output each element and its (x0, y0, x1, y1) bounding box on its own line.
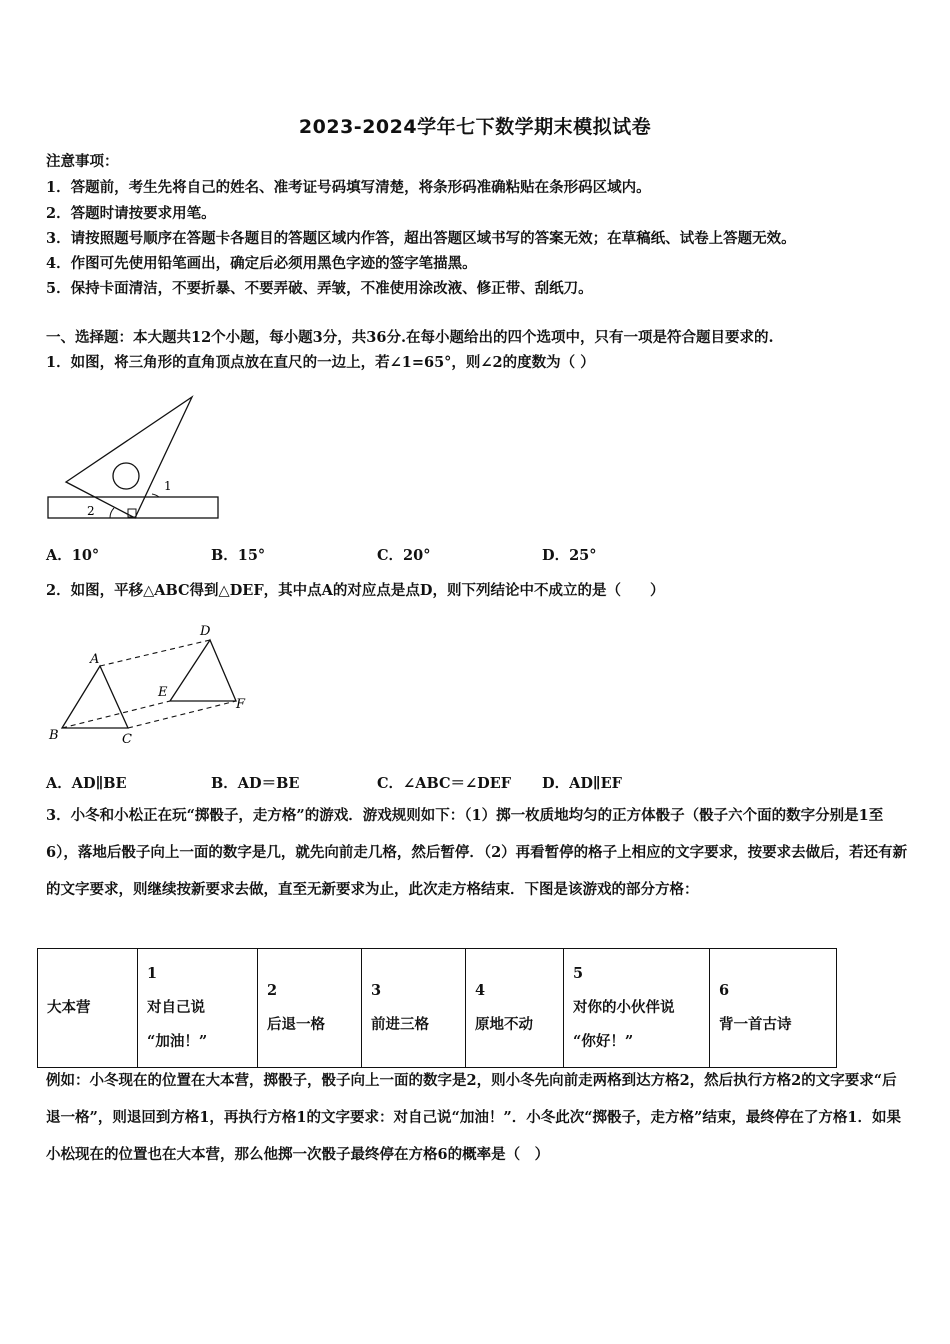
notice-item-3: 3．请按照题号顺序在答题卡各题目的答题区域内作答，超出答题区域书写的答案无效；在草稿纸、试卷上答题无效。 (46, 230, 796, 247)
point-a-label: A (90, 652, 100, 667)
game-cell-5 (564, 949, 710, 1068)
point-f-label: F (236, 697, 246, 712)
point-b-label: B (49, 728, 59, 743)
game-cell-number: 2 (267, 982, 278, 999)
game-cell-text: “加油！” (147, 1033, 208, 1050)
game-cell-1 (138, 949, 258, 1068)
question-1-option-a[interactable]: A．10° (46, 547, 100, 564)
game-cell-2 (258, 949, 362, 1068)
segment-ad (100, 640, 210, 666)
question-2-option-b[interactable]: B．AD＝BE (211, 775, 300, 792)
game-cell-3 (362, 949, 466, 1068)
question-2-option-d[interactable]: D．AD∥EF (542, 775, 622, 792)
question-1-option-c[interactable]: C．20° (377, 547, 431, 564)
set-square (66, 397, 192, 518)
notice-item-1: 1．答题前，考生先将自己的姓名、准考证号码填写清楚，将条形码准确粘贴在条形码区域内。 (46, 179, 651, 196)
point-d-label: D (200, 624, 211, 639)
game-cell-text: “你好！” (573, 1033, 634, 1050)
question-2-option-a[interactable]: A．AD∥BE (46, 775, 127, 792)
game-cell-4 (466, 949, 564, 1068)
angle-2-arc (110, 508, 114, 518)
question-1-stem: 1．如图，将三角形的直角顶点放在直尺的一边上，若∠1=65°，则∠2的度数为（ ） (46, 354, 595, 371)
game-cell-number: 1 (147, 965, 158, 982)
game-cell-number: 6 (719, 982, 730, 999)
question-1-option-b[interactable]: B．15° (211, 547, 266, 564)
point-c-label: C (122, 732, 132, 747)
set-square-hole (113, 463, 139, 489)
game-board-table (37, 948, 837, 1068)
section-heading: 一、选择题：本大题共12个小题，每小题3分，共36分.在每小题给出的四个选项中，只有一项是符合题目要求的. (46, 329, 774, 346)
question-3-stem: 3．小冬和小松正在玩“掷骰子，走方格”的游戏．游戏规则如下：（1）掷一枚质地均匀的正方体骰子（骰子六个面的数字分别是1至6），落地后骰子向上一面的数字是几，就先向前走几格，然后暂停．（2）再看暂停的格子上相应的文字要求，按要求去做后，若还有新的文字要求，则继续按新要求去做，直至无新要求为止，此次走方格结束．下图是该游戏的部分方格： (46, 807, 908, 898)
question-2-stem: 2．如图，平移△ABC得到△DEF，其中点A的对应点是点D，则下列结论中不成立的是（ ） (46, 582, 665, 599)
angle-2-label: 2 (87, 504, 95, 518)
notice-heading: 注意事项： (46, 153, 119, 170)
game-cell-text: 原地不动 (475, 1016, 533, 1033)
point-e-label: E (158, 685, 168, 700)
game-cell-number: 4 (475, 982, 486, 999)
question-3-example: 例如：小冬现在的位置在大本营，掷骰子，骰子向上一面的数字是2，则小冬先向前走两格到达方格2，然后执行方格2的文字要求“后退一格”，则退回到方格1，再执行方格1的文字要求：对自己说“加油！”．小冬此次“掷骰子，走方格”结束，最终停在了方格1．如果小松现在的位置也在大本营，那么他掷一次骰子最终停在方格6的概率是（ ） (46, 1072, 901, 1163)
ruler (48, 497, 218, 518)
segment-cf (128, 701, 236, 728)
game-cell-number: 5 (573, 965, 584, 982)
segment-be (62, 701, 170, 728)
notice-item-5: 5．保持卡面清洁，不要折暴、不要弄破、弄皱，不准使用涂改液、修正带、刮纸刀。 (46, 280, 593, 297)
game-cell-text: 大本营 (47, 999, 91, 1016)
triangle-abc (62, 666, 128, 728)
game-cell-number: 3 (371, 982, 382, 999)
page-title: 2023-2024学年七下数学期末模拟试卷 (298, 116, 652, 138)
game-cell-text: 对自己说 (147, 999, 205, 1016)
question-2-option-c[interactable]: C．∠ABC＝∠DEF (377, 775, 512, 792)
game-cell-6 (710, 949, 837, 1068)
notice-item-2: 2．答题时请按要求用笔。 (46, 205, 216, 222)
question-1-option-d[interactable]: D．25° (542, 547, 597, 564)
question-1-figure (40, 390, 230, 525)
game-cell-text: 对你的小伙伴说 (573, 999, 675, 1016)
game-cell-text: 背一首古诗 (719, 1016, 792, 1033)
angle-1-label: 1 (164, 479, 172, 493)
triangle-def (170, 640, 236, 701)
game-cell-text: 前进三格 (371, 1016, 429, 1033)
game-cell-text: 后退一格 (267, 1016, 325, 1033)
question-2-figure (40, 618, 260, 748)
game-cell-base (38, 949, 138, 1068)
notice-item-4: 4．作图可先使用铅笔画出，确定后必须用黑色字迹的签字笔描黑。 (46, 255, 477, 272)
